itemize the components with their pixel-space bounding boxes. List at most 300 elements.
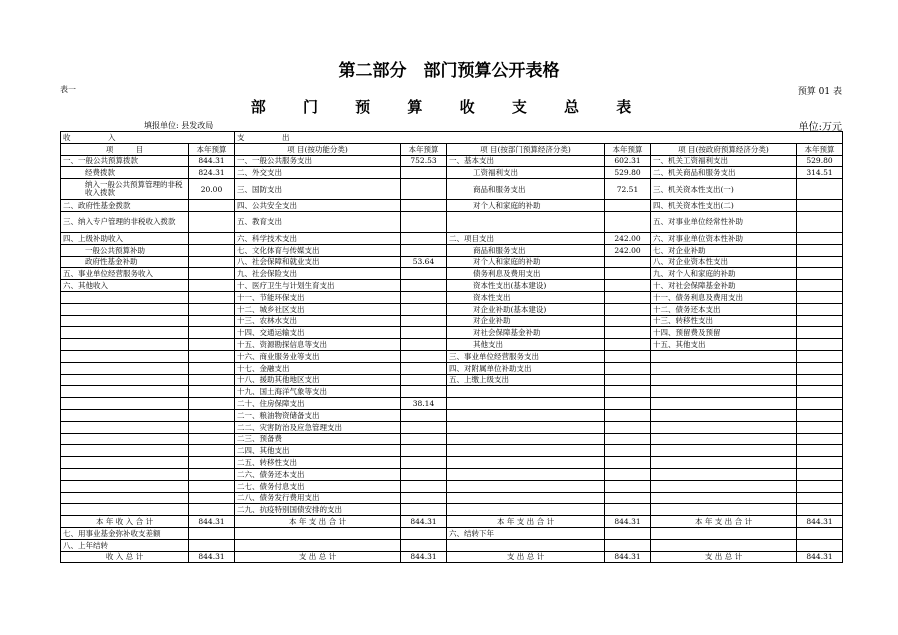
dept-item — [447, 409, 605, 421]
income-item — [61, 303, 189, 315]
dept-amount — [605, 409, 651, 421]
grand-total-row — [61, 551, 843, 563]
table-row — [61, 374, 843, 386]
func-item: 二九、抗疫特别国债安排的支出 — [235, 504, 401, 516]
gov-amount — [797, 268, 843, 280]
income-item — [61, 350, 189, 362]
func-item: 二、外交支出 — [235, 167, 401, 179]
table-row — [61, 244, 843, 256]
gov-amount: 314.51 — [797, 167, 843, 179]
income-amount — [189, 445, 235, 457]
dept-item — [447, 468, 605, 480]
dept-amount-header: 本年预算 — [605, 143, 651, 155]
gov-amount — [797, 303, 843, 315]
income-amount: 824.31 — [189, 167, 235, 179]
reporting-unit: 填报单位: 县发改局 — [144, 121, 214, 130]
income-item — [61, 339, 189, 351]
income-amount — [189, 468, 235, 480]
func-amount — [401, 457, 447, 469]
income-amount — [189, 362, 235, 374]
dept-amount — [605, 492, 651, 504]
table-row — [61, 468, 843, 480]
income-amount — [189, 433, 235, 445]
income-amount — [189, 480, 235, 492]
func-amount — [401, 327, 447, 339]
dept-item: 一、基本支出 — [447, 155, 605, 167]
income-item — [61, 291, 189, 303]
dept-item: 对社会保障基金补助 — [447, 327, 605, 339]
gov-amount — [797, 504, 843, 516]
func-item: 九、社会保险支出 — [235, 268, 401, 280]
gov-item — [651, 457, 797, 469]
year-total-row — [61, 516, 843, 528]
dept-item — [447, 492, 605, 504]
dept-amount — [605, 362, 651, 374]
expense-header: 支 出 — [235, 132, 843, 144]
func-amount: 53.64 — [401, 256, 447, 268]
func-item: 二五、转移性支出 — [235, 457, 401, 469]
dept-amount — [605, 433, 651, 445]
gov-amount — [797, 291, 843, 303]
table-row — [61, 200, 843, 212]
gov-amount — [797, 421, 843, 433]
func-amount — [401, 480, 447, 492]
dept-amount — [605, 200, 651, 212]
gov-item — [651, 445, 797, 457]
gov-amount — [797, 339, 843, 351]
income-item: 政府性基金补助 — [61, 256, 189, 268]
income-item — [61, 386, 189, 398]
gov-amount-header: 本年预算 — [797, 143, 843, 155]
gov-amount — [797, 409, 843, 421]
table-row — [61, 303, 843, 315]
func-item: 二六、债务还本支出 — [235, 468, 401, 480]
year-expense-func-label: 本 年 支 出 合 计 — [235, 516, 401, 528]
income-amount — [189, 303, 235, 315]
income-amount-header: 本年预算 — [189, 143, 235, 155]
dept-amount — [605, 339, 651, 351]
func-amount — [401, 303, 447, 315]
table-row — [61, 291, 843, 303]
table-row — [61, 421, 843, 433]
income-amount — [189, 386, 235, 398]
func-amount — [401, 386, 447, 398]
dept-amount — [605, 315, 651, 327]
table-row — [61, 268, 843, 280]
func-amount — [401, 211, 447, 232]
func-item: 十、医疗卫生与计划生育支出 — [235, 280, 401, 292]
table-row — [61, 409, 843, 421]
table-row — [61, 386, 843, 398]
gov-amount — [797, 200, 843, 212]
table-row — [61, 167, 843, 179]
empty-cell — [651, 527, 797, 539]
dept-item: 资本性支出(基本建设) — [447, 280, 605, 292]
gov-item — [651, 350, 797, 362]
func-amount — [401, 268, 447, 280]
income-amount — [189, 374, 235, 386]
income-item: 经费拨款 — [61, 167, 189, 179]
func-item: 二十、住房保障支出 — [235, 398, 401, 410]
func-item: 十九、国土海洋气象等支出 — [235, 386, 401, 398]
dept-amount: 529.80 — [605, 167, 651, 179]
dept-item: 商品和服务支出 — [447, 244, 605, 256]
dept-item: 四、对附属单位补助支出 — [447, 362, 605, 374]
func-item: 一、一般公共服务支出 — [235, 155, 401, 167]
func-item: 二八、债务发行费用支出 — [235, 492, 401, 504]
dept-amount — [605, 327, 651, 339]
income-amount: 844.31 — [189, 155, 235, 167]
dept-item — [447, 504, 605, 516]
total-expense-func-label: 支 出 总 计 — [235, 551, 401, 563]
gov-amount — [797, 280, 843, 292]
func-item: 五、教育支出 — [235, 211, 401, 232]
dept-item — [447, 445, 605, 457]
income-item — [61, 315, 189, 327]
gov-item: 一、机关工资福利支出 — [651, 155, 797, 167]
gov-amount — [797, 480, 843, 492]
gov-amount — [797, 468, 843, 480]
func-amount — [401, 200, 447, 212]
income-item: 纳入一般公共预算管理的非税收入拨款 — [61, 179, 189, 200]
func-item: 八、社会保障和就业支出 — [235, 256, 401, 268]
table-row — [61, 339, 843, 351]
dept-item: 对个人和家庭的补助 — [447, 200, 605, 212]
table-row — [61, 362, 843, 374]
gov-amount — [797, 315, 843, 327]
gov-item — [651, 409, 797, 421]
income-amount — [189, 280, 235, 292]
dept-item — [447, 457, 605, 469]
gov-item — [651, 480, 797, 492]
income-item — [61, 480, 189, 492]
func-amount — [401, 409, 447, 421]
income-amount — [189, 232, 235, 244]
table-row — [61, 480, 843, 492]
dept-item — [447, 398, 605, 410]
gov-item — [651, 468, 797, 480]
income-item — [61, 421, 189, 433]
last-year-row — [61, 539, 843, 551]
year-income-amount: 844.31 — [189, 516, 235, 528]
gov-amount — [797, 433, 843, 445]
gov-item: 八、对企业资本性支出 — [651, 256, 797, 268]
header-row-1 — [61, 132, 843, 144]
income-item — [61, 362, 189, 374]
income-item: 一、一般公共预算拨款 — [61, 155, 189, 167]
func-amount — [401, 504, 447, 516]
func-amount — [401, 244, 447, 256]
income-amount — [189, 315, 235, 327]
func-item: 十七、金融支出 — [235, 362, 401, 374]
dept-item — [447, 421, 605, 433]
total-expense-gov-label: 支 出 总 计 — [651, 551, 797, 563]
dept-amount — [605, 445, 651, 457]
income-amount — [189, 327, 235, 339]
income-item — [61, 409, 189, 421]
gov-amount — [797, 398, 843, 410]
table-title: 部 门 预 算 收 支 总 表 — [250, 98, 648, 116]
income-item — [61, 492, 189, 504]
func-amount: 38.14 — [401, 398, 447, 410]
func-item: 十六、商业服务业等支出 — [235, 350, 401, 362]
dept-amount: 602.31 — [605, 155, 651, 167]
table-row — [61, 398, 843, 410]
gov-item: 六、对事业单位资本性补助 — [651, 232, 797, 244]
gov-item: 二、机关商品和服务支出 — [651, 167, 797, 179]
dept-amount — [605, 480, 651, 492]
total-expense-dept-amount: 844.31 — [605, 551, 651, 563]
empty-cell — [189, 527, 235, 539]
dept-item: 对个人和家庭的补助 — [447, 256, 605, 268]
empty-cell — [605, 539, 651, 551]
income-item — [61, 504, 189, 516]
dept-amount — [605, 386, 651, 398]
table-row — [61, 504, 843, 516]
income-item: 三、纳入专户管理的非税收入拨款 — [61, 211, 189, 232]
page-title: 第二部分 部门预算公开表格 — [338, 61, 560, 81]
dept-item: 二、项目支出 — [447, 232, 605, 244]
func-amount — [401, 291, 447, 303]
dept-item — [447, 480, 605, 492]
empty-cell — [401, 539, 447, 551]
dept-item: 对企业补助(基本建设) — [447, 303, 605, 315]
gov-item: 三、机关资本性支出(一) — [651, 179, 797, 200]
income-item: 六、其他收入 — [61, 280, 189, 292]
header-row-2 — [61, 143, 843, 155]
income-amount — [189, 409, 235, 421]
income-item: 一般公共预算补助 — [61, 244, 189, 256]
dept-amount — [605, 211, 651, 232]
func-amount — [401, 315, 447, 327]
income-amount — [189, 256, 235, 268]
table-number-right: 预算 01 表 — [797, 87, 842, 97]
func-item: 十一、节能环保支出 — [235, 291, 401, 303]
dept-amount — [605, 280, 651, 292]
func-item: 二二、灾害防治及应急管理支出 — [235, 421, 401, 433]
empty-cell — [797, 539, 843, 551]
table-row — [61, 433, 843, 445]
table-row — [61, 155, 843, 167]
income-item-header: 项 目 — [61, 143, 189, 155]
func-item-header: 项 目(按功能分类) — [235, 143, 401, 155]
dept-amount — [605, 504, 651, 516]
income-amount — [189, 200, 235, 212]
dept-amount — [605, 256, 651, 268]
income-amount — [189, 339, 235, 351]
table-row — [61, 315, 843, 327]
empty-cell — [797, 527, 843, 539]
gov-item — [651, 421, 797, 433]
table-row — [61, 492, 843, 504]
dept-amount — [605, 268, 651, 280]
carry-forward-label: 六、结转下年 — [447, 527, 605, 539]
income-item: 二、政府性基金拨款 — [61, 200, 189, 212]
func-amount — [401, 433, 447, 445]
func-amount — [401, 167, 447, 179]
dept-amount — [605, 374, 651, 386]
table-row — [61, 211, 843, 232]
dept-amount — [605, 457, 651, 469]
gov-amount: 529.80 — [797, 155, 843, 167]
gov-item-header: 项 目(按政府预算经济分类) — [651, 143, 797, 155]
income-item — [61, 468, 189, 480]
total-expense-func-amount: 844.31 — [401, 551, 447, 563]
year-expense-gov-amount: 844.31 — [797, 516, 843, 528]
dept-item — [447, 433, 605, 445]
year-expense-dept-amount: 844.31 — [605, 516, 651, 528]
gov-amount — [797, 327, 843, 339]
gov-item — [651, 492, 797, 504]
income-amount — [189, 350, 235, 362]
income-item — [61, 457, 189, 469]
func-amount — [401, 421, 447, 433]
func-amount: 752.53 — [401, 155, 447, 167]
func-item: 十三、农林水支出 — [235, 315, 401, 327]
gov-item: 十一、债务利息及费用支出 — [651, 291, 797, 303]
year-expense-gov-label: 本 年 支 出 合 计 — [651, 516, 797, 528]
income-item: 五、事业单位经营服务收入 — [61, 268, 189, 280]
func-amount — [401, 350, 447, 362]
dept-amount: 242.00 — [605, 232, 651, 244]
fund-gap-row — [61, 527, 843, 539]
table-row — [61, 457, 843, 469]
dept-item — [447, 211, 605, 232]
func-item: 二四、其他支出 — [235, 445, 401, 457]
table-row — [61, 350, 843, 362]
gov-item: 十二、债务还本支出 — [651, 303, 797, 315]
func-item: 十四、交通运输支出 — [235, 327, 401, 339]
income-item — [61, 445, 189, 457]
dept-item: 资本性支出 — [447, 291, 605, 303]
func-item: 十八、援助其他地区支出 — [235, 374, 401, 386]
gov-item — [651, 504, 797, 516]
func-amount — [401, 339, 447, 351]
income-amount — [189, 504, 235, 516]
func-item: 四、公共安全支出 — [235, 200, 401, 212]
income-amount: 20.00 — [189, 179, 235, 200]
func-item: 二一、粮油物资储备支出 — [235, 409, 401, 421]
func-amount — [401, 374, 447, 386]
dept-amount — [605, 468, 651, 480]
income-amount — [189, 291, 235, 303]
gov-amount — [797, 232, 843, 244]
func-amount — [401, 280, 447, 292]
income-amount — [189, 492, 235, 504]
dept-item: 债务利息及费用支出 — [447, 268, 605, 280]
table-number-left: 表一 — [60, 85, 76, 94]
dept-item: 五、上缴上级支出 — [447, 374, 605, 386]
func-item: 十二、城乡社区支出 — [235, 303, 401, 315]
func-item: 二七、债务付息支出 — [235, 480, 401, 492]
currency-unit: 单位:万元 — [798, 122, 842, 133]
dept-amount — [605, 291, 651, 303]
gov-item — [651, 362, 797, 374]
total-income-label: 收 入 总 计 — [61, 551, 189, 563]
gov-item: 十三、转移性支出 — [651, 315, 797, 327]
gov-item: 五、对事业单位经常性补助 — [651, 211, 797, 232]
income-amount — [189, 457, 235, 469]
empty-cell — [235, 527, 401, 539]
table-row — [61, 232, 843, 244]
gov-item: 十五、其他支出 — [651, 339, 797, 351]
table-row — [61, 280, 843, 292]
dept-item — [447, 386, 605, 398]
total-income-amount: 844.31 — [189, 551, 235, 563]
func-amount — [401, 492, 447, 504]
func-amount — [401, 362, 447, 374]
gov-item — [651, 433, 797, 445]
dept-item: 工资福利支出 — [447, 167, 605, 179]
income-amount — [189, 268, 235, 280]
income-item — [61, 374, 189, 386]
income-item — [61, 327, 189, 339]
income-item — [61, 433, 189, 445]
total-expense-gov-amount: 844.31 — [797, 551, 843, 563]
func-amount — [401, 179, 447, 200]
empty-cell — [235, 539, 401, 551]
table-row — [61, 179, 843, 200]
income-amount — [189, 398, 235, 410]
dept-item: 其他支出 — [447, 339, 605, 351]
year-expense-func-amount: 844.31 — [401, 516, 447, 528]
budget-summary-table — [60, 131, 843, 563]
income-item — [61, 398, 189, 410]
table-row — [61, 327, 843, 339]
empty-cell — [401, 527, 447, 539]
gov-amount — [797, 211, 843, 232]
dept-amount: 72.51 — [605, 179, 651, 200]
income-header: 收 入 — [61, 132, 235, 144]
fund-gap-label: 七、用事业基金弥补收支差额 — [61, 527, 189, 539]
income-amount — [189, 421, 235, 433]
gov-item — [651, 374, 797, 386]
dept-item-header: 项 目(按部门预算经济分类) — [447, 143, 605, 155]
gov-item: 十四、预留费及预留 — [651, 327, 797, 339]
gov-amount — [797, 492, 843, 504]
dept-amount — [605, 421, 651, 433]
gov-amount — [797, 350, 843, 362]
dept-item: 三、事业单位经营服务支出 — [447, 350, 605, 362]
gov-item: 十、对社会保障基金补助 — [651, 280, 797, 292]
func-item: 六、科学技术支出 — [235, 232, 401, 244]
year-income-label: 本 年 收 入 合 计 — [61, 516, 189, 528]
gov-item: 九、对个人和家庭的补助 — [651, 268, 797, 280]
dept-amount — [605, 303, 651, 315]
dept-amount — [605, 398, 651, 410]
year-expense-dept-label: 本 年 支 出 合 计 — [447, 516, 605, 528]
last-year-label: 八、上年结转 — [61, 539, 189, 551]
gov-item — [651, 386, 797, 398]
table-row — [61, 256, 843, 268]
func-item: 十五、资源勘探信息等支出 — [235, 339, 401, 351]
gov-amount — [797, 457, 843, 469]
gov-item: 四、机关资本性支出(二) — [651, 200, 797, 212]
empty-cell — [605, 527, 651, 539]
gov-amount — [797, 386, 843, 398]
empty-cell — [651, 539, 797, 551]
gov-amount — [797, 362, 843, 374]
gov-item: 七、对企业补助 — [651, 244, 797, 256]
empty-cell — [447, 539, 605, 551]
gov-amount — [797, 445, 843, 457]
gov-amount — [797, 244, 843, 256]
dept-item: 对企业补助 — [447, 315, 605, 327]
gov-amount — [797, 256, 843, 268]
gov-amount — [797, 179, 843, 200]
func-item: 二三、预备费 — [235, 433, 401, 445]
table-row — [61, 445, 843, 457]
